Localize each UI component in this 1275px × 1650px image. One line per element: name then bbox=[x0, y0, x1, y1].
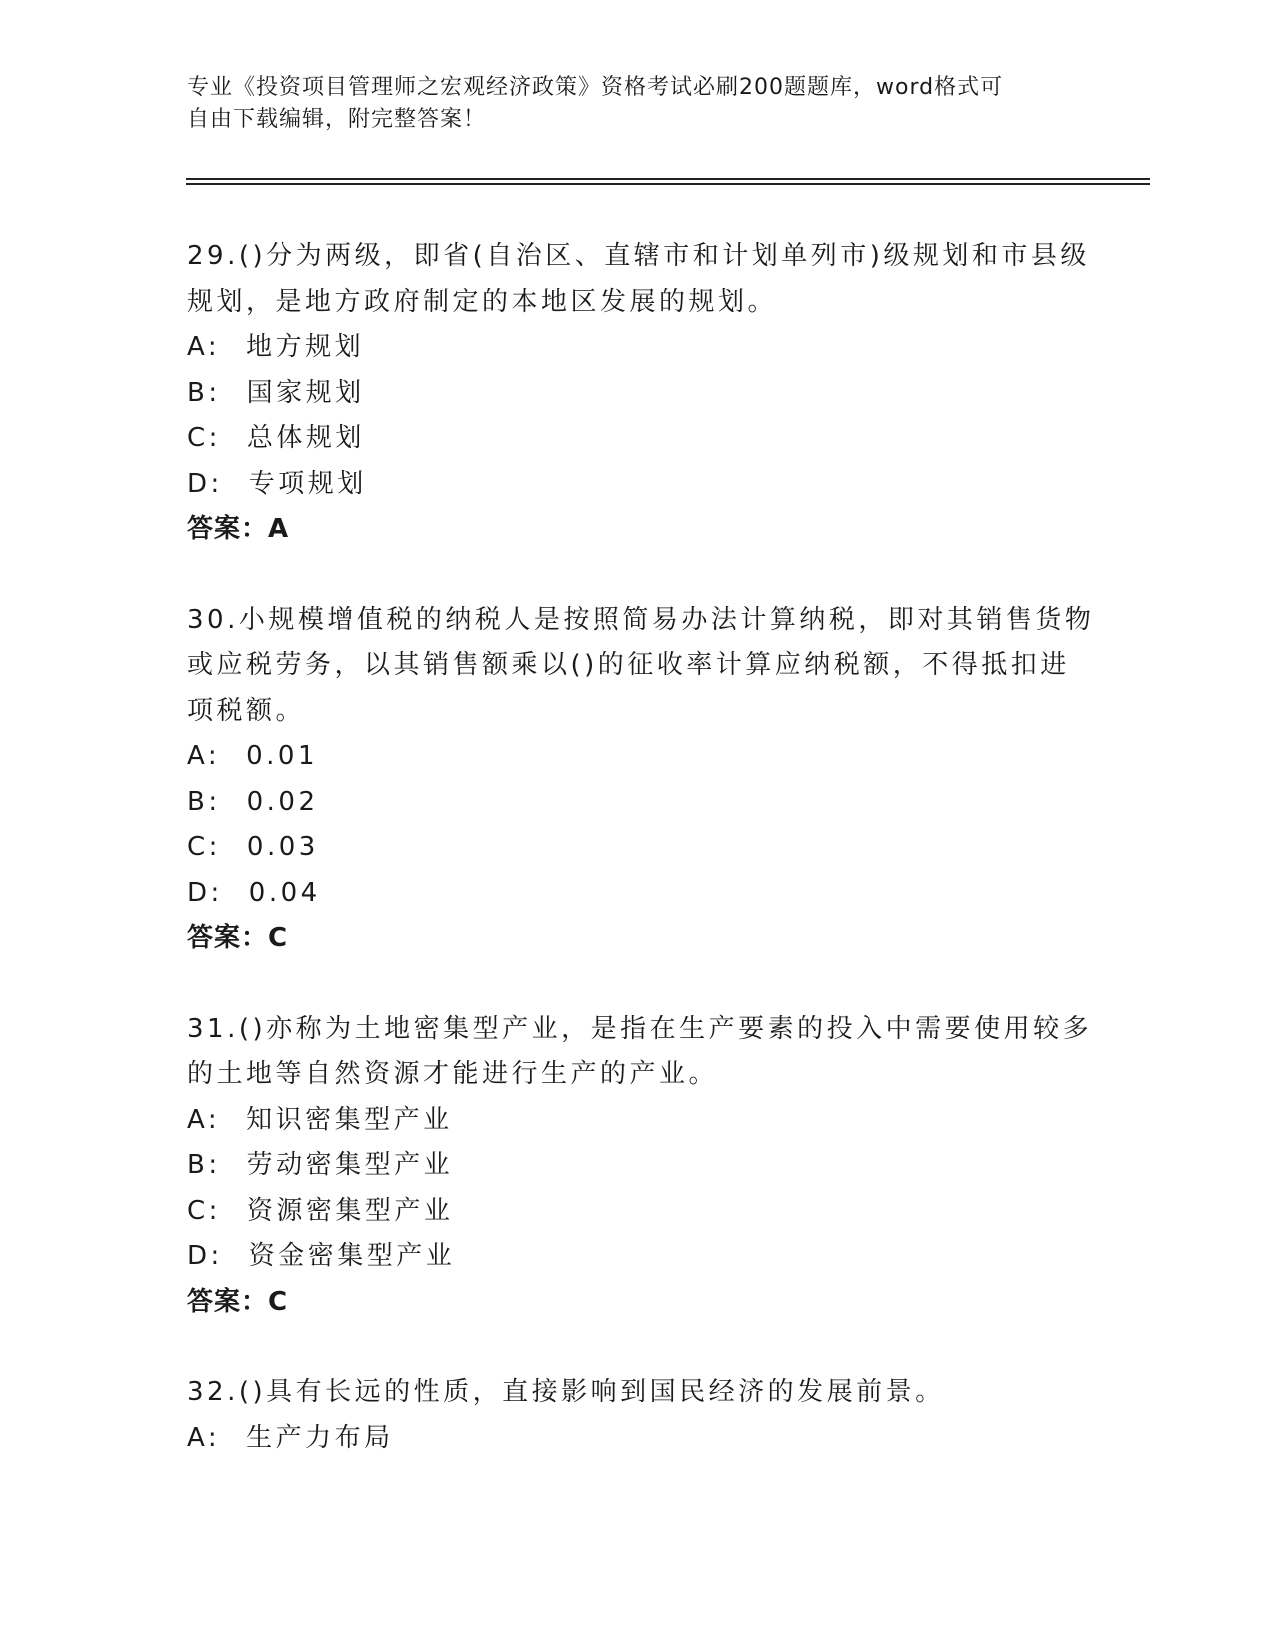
answer-option bbox=[187, 416, 1087, 462]
option-text: 资源密集型产业 bbox=[246, 1195, 454, 1226]
answer-option bbox=[187, 1098, 1087, 1144]
option-letter: A: bbox=[187, 332, 221, 362]
question-stem-line: 32.()具有长远的性质，直接影响到国民经济的发展前景。 bbox=[187, 1377, 945, 1407]
option-letter: D: bbox=[187, 468, 223, 499]
answer-option bbox=[187, 780, 1087, 826]
option-letter: C: bbox=[187, 423, 221, 453]
question-item bbox=[187, 1370, 1087, 1461]
option-letter: A: bbox=[187, 1104, 221, 1135]
answer-key: 答案：C bbox=[187, 1286, 289, 1317]
question-stem-line: 的土地等自然资源才能进行生产的产业。 bbox=[187, 1059, 719, 1089]
answer-option bbox=[187, 825, 1087, 871]
option-text: 0.04 bbox=[248, 877, 321, 908]
option-letter: A: bbox=[187, 741, 221, 771]
question-stem-line: 项税额。 bbox=[187, 695, 306, 726]
answer-option bbox=[187, 462, 1087, 508]
option-letter: B: bbox=[187, 786, 221, 817]
question-stem-line: 规划，是地方政府制定的本地区发展的规划。 bbox=[187, 286, 778, 317]
answer-option bbox=[187, 734, 1087, 780]
question-stem-line: 30.小规模增值税的纳税人是按照简易办法计算纳税，即对其销售货物 bbox=[187, 604, 1095, 635]
option-text: 资金密集型产业 bbox=[248, 1241, 456, 1271]
option-text: 国家规划 bbox=[246, 377, 365, 408]
question-item bbox=[187, 598, 1095, 962]
option-text: 0.02 bbox=[246, 786, 319, 817]
header-divider-top bbox=[186, 178, 1150, 180]
header-line: 专业《投资项目管理师之宏观经济政策》资格考试必刷200题题库，word格式可 bbox=[187, 75, 1004, 100]
option-letter: C: bbox=[187, 1195, 221, 1226]
document-header bbox=[187, 72, 1087, 136]
option-letter: A: bbox=[187, 1422, 221, 1453]
option-text: 总体规划 bbox=[246, 423, 365, 453]
question-list bbox=[187, 234, 1095, 1506]
option-text: 地方规划 bbox=[246, 332, 365, 362]
option-letter: B: bbox=[187, 377, 221, 408]
answer-key: 答案：C bbox=[187, 923, 289, 953]
question-item bbox=[187, 1007, 1093, 1326]
answer-option bbox=[187, 325, 1087, 371]
option-letter: C: bbox=[187, 832, 221, 862]
answer-option bbox=[187, 1143, 1087, 1189]
answer-key: 答案：A bbox=[187, 514, 290, 544]
question-stem-line: 29.()分为两级，即省(自治区、直辖市和计划单列市)级规划和市县级 bbox=[187, 241, 1090, 271]
question-stem-line: 或应税劳务，以其销售额乘以()的征收率计算应纳税额，不得抵扣进 bbox=[187, 650, 1070, 680]
question-stem-line: 31.()亦称为土地密集型产业，是指在生产要素的投入中需要使用较多 bbox=[187, 1013, 1093, 1044]
option-text: 生产力布局 bbox=[246, 1422, 394, 1453]
option-text: 专项规划 bbox=[248, 468, 367, 499]
option-text: 0.01 bbox=[246, 741, 318, 771]
answer-option bbox=[187, 1416, 1087, 1462]
answer-option bbox=[187, 871, 1087, 917]
header-line: 自由下载编辑，附完整答案！ bbox=[187, 107, 487, 132]
option-letter: D: bbox=[187, 1241, 223, 1271]
answer-option bbox=[187, 371, 1087, 417]
answer-option bbox=[187, 1234, 1087, 1280]
option-text: 知识密集型产业 bbox=[246, 1104, 453, 1135]
option-text: 0.03 bbox=[246, 832, 319, 862]
question-item bbox=[187, 234, 1090, 553]
option-letter: D: bbox=[187, 877, 223, 908]
answer-option bbox=[187, 1189, 1087, 1235]
header-divider-bottom bbox=[186, 183, 1150, 185]
option-letter: B: bbox=[187, 1150, 221, 1180]
option-text: 劳动密集型产业 bbox=[246, 1150, 454, 1180]
